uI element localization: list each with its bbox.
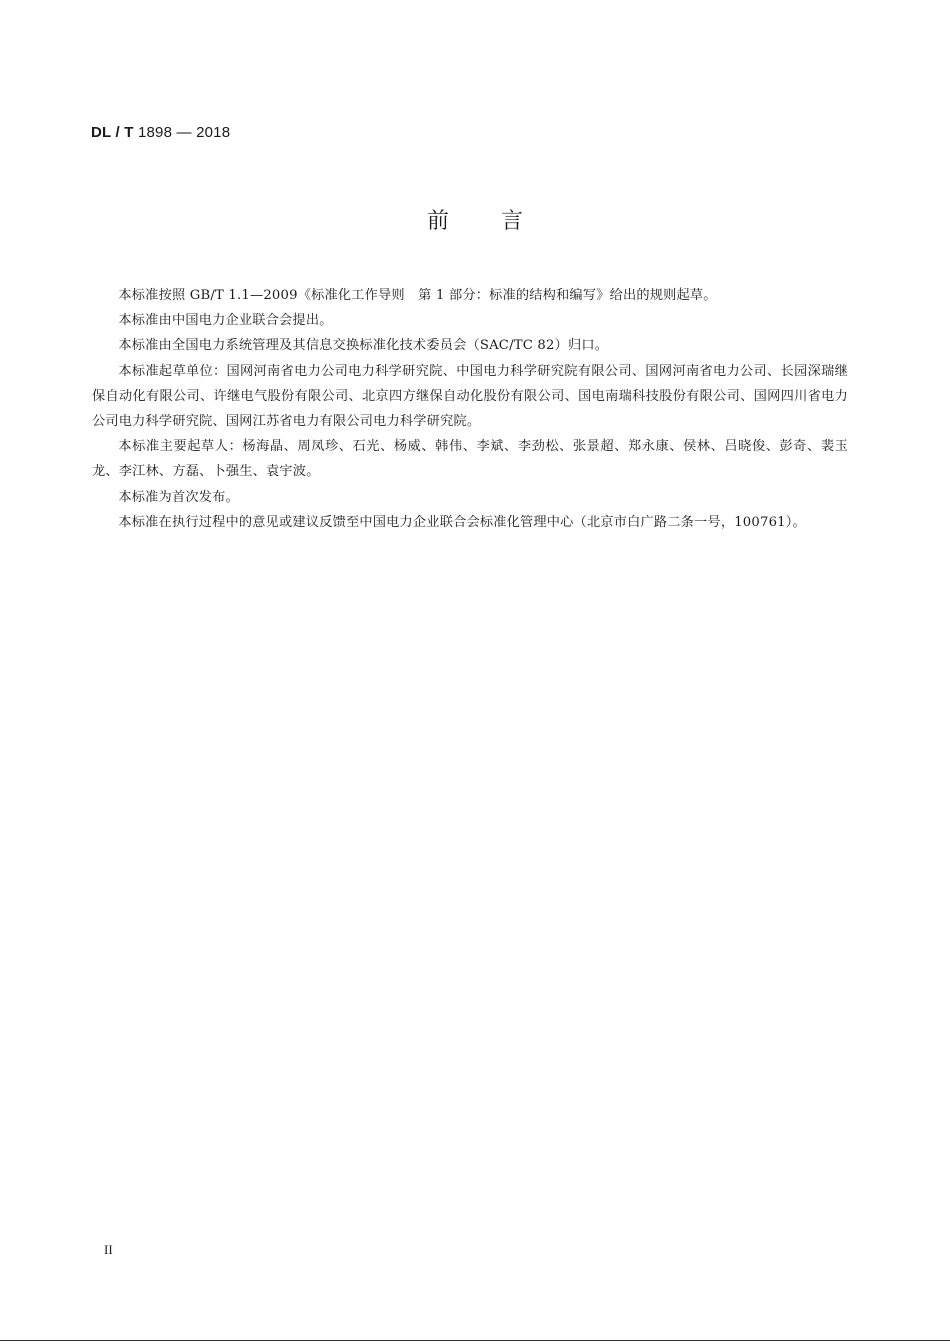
standard-code-number: 1898 — 2018 bbox=[137, 124, 231, 141]
paragraph-first-release: 本标准为首次发布。 bbox=[118, 489, 239, 505]
paragraph-drafting-rules: 本标准按照 GB/T 1.1—2009《标准化工作导则 第 1 部分：标准的结构和编写》给出的规则起草。 bbox=[118, 288, 717, 303]
paragraph-drafters: 本标准主要起草人：杨海晶、周凤珍、石光、杨威、韩伟、李斌、李劲松、张景超、郑永康、侯林、吕晓俊、彭奇、裴玉龙、李江林、方磊、卜强生、袁宇波。 bbox=[92, 439, 848, 480]
paragraph-drafting-units: 本标准起草单位：国网河南省电力公司电力科学研究院、中国电力科学研究院有限公司、国网河南省电力公司、长园深瑞继保自动化有限公司、许继电气股份有限公司、北京四方继保自动化股份有限公司、国电南瑞科技股份有限公司、国网四川省电力公司电力科学研究院、国网江苏省电力有限公司电力科学研究院。 bbox=[92, 363, 848, 430]
paragraph-committee: 本标准由全国电力系统管理及其信息交换标准化技术委员会（SAC/TC 82）归口。 bbox=[118, 338, 609, 354]
standard-code bbox=[91, 124, 230, 141]
page-title: 前言 bbox=[426, 209, 575, 234]
standard-code-prefix: DL / T bbox=[91, 124, 134, 141]
bottom-divider bbox=[0, 1340, 950, 1341]
paragraph-feedback: 本标准在执行过程中的意见或建议反馈至中国电力企业联合会标准化管理中心（北京市白广路二条一号，100761）。 bbox=[118, 514, 806, 530]
page-number: II bbox=[104, 1242, 113, 1257]
paragraph-proposer: 本标准由中国电力企业联合会提出。 bbox=[118, 313, 333, 329]
preface-body bbox=[92, 283, 848, 535]
